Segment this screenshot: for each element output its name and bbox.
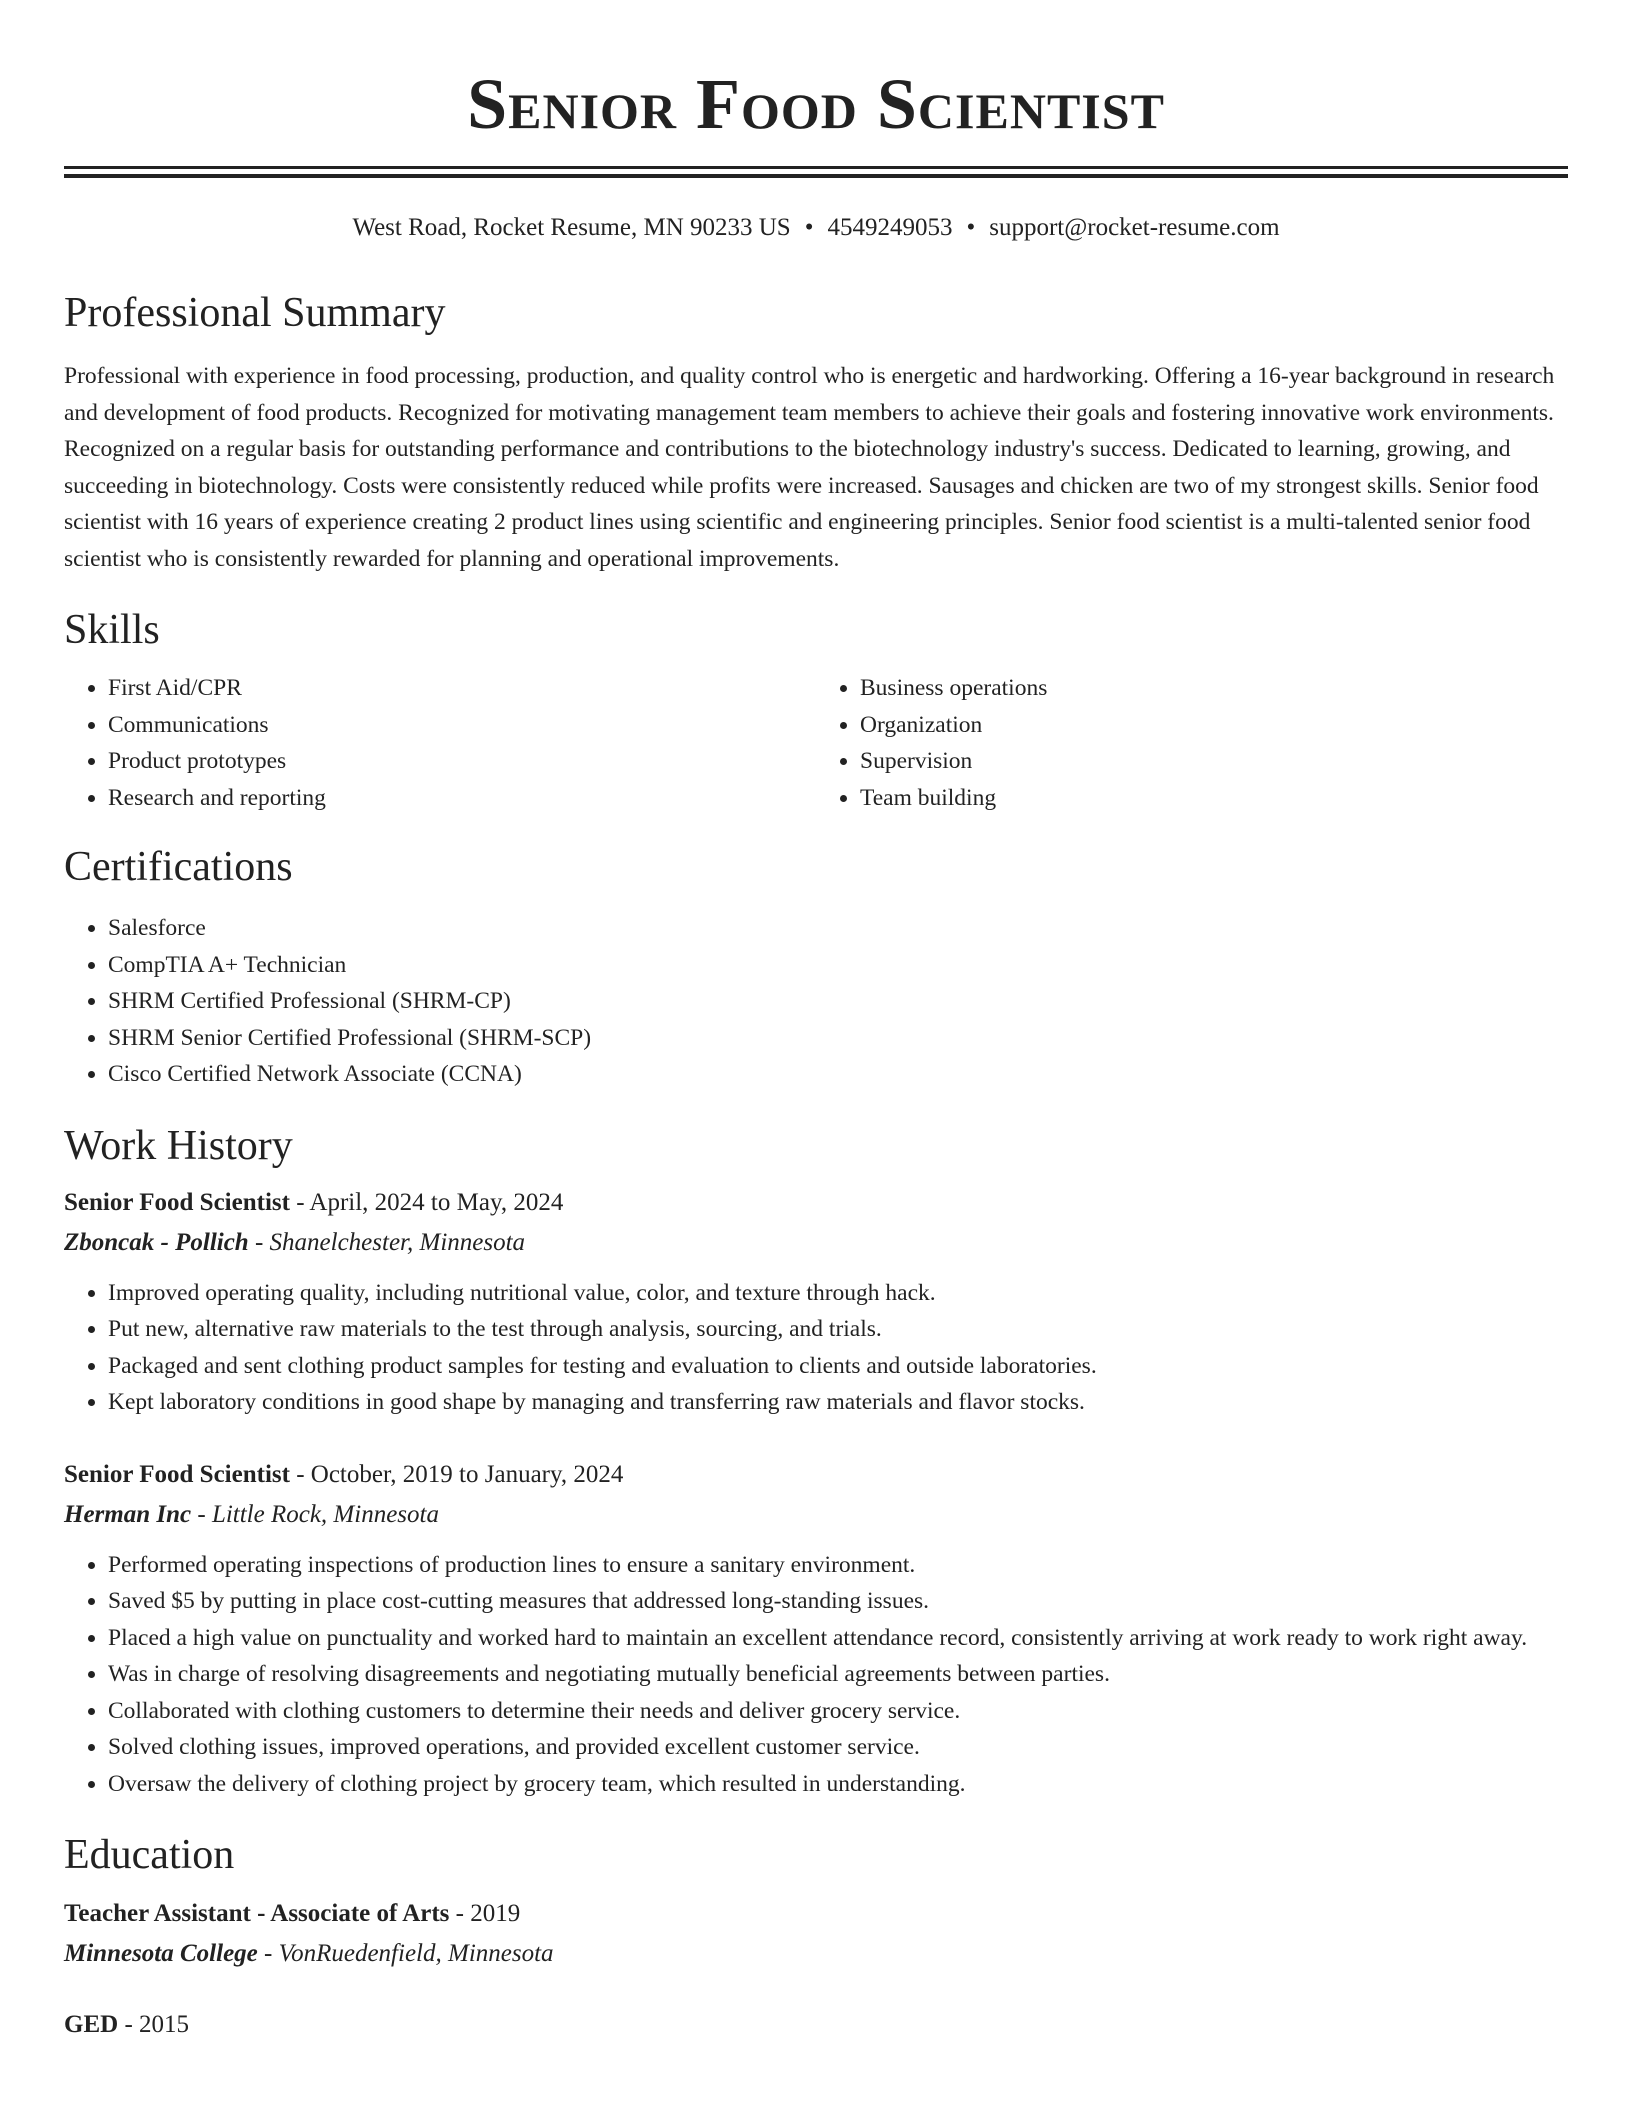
education-entry [64,1894,1568,1974]
education-degree: GED [64,2011,119,2038]
job-bullet: • Was in charge of resolving disagreements and negotiating mutually beneficial agreements between parties. [108,1656,1568,1693]
skill-item: • Business operations [860,670,1568,707]
summary-heading: Professional Summary [64,290,446,336]
certification-item: • Cisco Certified Network Associate (CCNA) [108,1056,1568,1093]
job-bullet: • Saved $5 by putting in place cost-cutting measures that addressed long-standing issues. [108,1583,1568,1620]
contact-separator: • [966,214,976,241]
education-degree-line [64,1894,1568,1934]
certification-item: • Salesforce [108,910,1568,947]
education-year: 2019 [470,1900,521,1927]
summary-text: Professional with experience in food processing, production, and quality control who is energetic and hardworking. Offering a 16-year background in research and development of food products. Recognized for motivating management team members to achieve their goals and fostering innovative work environments. Recognized on a regular basis for outstanding performance and contributions to the biotechnology industry's success. Dedicated to learning, growing, and succeeding in biotechnology. Costs were consistently reduced while profits were increased. Sausages and chicken are two of my strongest skills. Senior food scientist with 16 years of experience creating 2 product lines using scientific and engineering principles. Senior food scientist is a multi-talented senior food scientist who is consistently rewarded for planning and operational improvements. [64,363,1555,572]
resume-title: Senior Food Scientist [467,64,1165,144]
skill-item: • Product prototypes [108,743,816,780]
education-location: VonRuedenfield, Minnesota [278,1940,554,1967]
job-bullet: • Oversaw the delivery of clothing project by grocery team, which resulted in understanding. [108,1766,1568,1803]
job-entry [64,1455,1568,1803]
dash: - [254,1228,264,1256]
title-rule-thick [64,174,1568,178]
job-company: Herman Inc [64,1500,192,1528]
education-school: Minnesota College [64,1940,258,1967]
dash: - [455,1900,464,1927]
skill-item: • Communications [108,707,816,744]
skill-item: • Team building [860,780,1568,817]
skills-columns [64,670,1568,816]
certification-item: • CompTIA A+ Technician [108,947,1568,984]
skills-list-left [64,670,816,816]
education-school-line [64,1934,1568,1974]
contact-separator: • [804,214,814,241]
job-location: Shanelchester, Minnesota [269,1228,526,1256]
job-company-line [64,1495,1568,1535]
job-bullet: • Improved operating quality, including nutritional value, color, and texture through hack. [108,1275,1568,1312]
dash: - [197,1500,206,1528]
job-bullet: • Performed operating inspections of production lines to ensure a sanitary environment. [108,1547,1568,1584]
skill-item: • Supervision [860,743,1568,780]
certification-item: • SHRM Certified Professional (SHRM-CP) [108,983,1568,1020]
job-company-line [64,1223,1568,1263]
contact-line [64,212,1568,244]
job-bullet: • Placed a high value on punctuality and worked hard to maintain an excellent attendance record, consistently arriving at work ready to work right away. [108,1620,1568,1657]
job-bullets [64,1275,1568,1421]
skills-heading: Skills [64,607,160,653]
contact-email[interactable]: support@rocket-resume.com [989,214,1280,241]
job-title: Senior Food Scientist [64,1188,290,1216]
education-degree: Teacher Assistant - Associate of Arts [64,1900,450,1927]
job-title-line [64,1455,1568,1495]
job-location: Little Rock, Minnesota [211,1500,439,1528]
job-dates: April, 2024 to May, 2024 [309,1188,564,1216]
education-heading: Education [64,1832,235,1878]
contact-address: West Road, Rocket Resume, MN 90233 US [352,214,791,241]
skill-item: • Research and reporting [108,780,816,817]
skills-list-right [816,670,1568,816]
job-entry [64,1183,1568,1421]
certifications-list [64,910,1568,1093]
job-title-line [64,1183,1568,1223]
education-year: 2015 [139,2011,190,2038]
resume-page [64,0,1568,2045]
job-company: Zboncak - Pollich [64,1228,249,1256]
dash: - [124,2011,133,2038]
certification-item: • SHRM Senior Certified Professional (SHRM-SCP) [108,1020,1568,1057]
job-bullets [64,1547,1568,1803]
skill-item: • First Aid/CPR [108,670,816,707]
job-dates: October, 2019 to January, 2024 [310,1460,624,1488]
skill-item: • Organization [860,707,1568,744]
dash: - [296,1188,305,1216]
education-entry [64,2005,1568,2045]
job-bullet: • Solved clothing issues, improved operations, and provided excellent customer service. [108,1729,1568,1766]
contact-phone: 4549249053 [827,214,953,241]
job-bullet: • Put new, alternative raw materials to the test through analysis, sourcing, and trials. [108,1311,1568,1348]
work-history-heading: Work History [64,1122,293,1169]
education-degree-line [64,2005,1568,2045]
dash: - [296,1460,305,1488]
certifications-heading: Certifications [64,844,293,890]
job-title: Senior Food Scientist [64,1460,290,1488]
job-bullet: • Packaged and sent clothing product samples for testing and evaluation to clients and outside laboratories. [108,1348,1568,1385]
job-bullet: • Collaborated with clothing customers to determine their needs and deliver grocery service. [108,1693,1568,1730]
job-bullet: • Kept laboratory conditions in good shape by managing and transferring raw materials and flavor stocks. [108,1384,1568,1421]
dash: - [264,1940,273,1967]
